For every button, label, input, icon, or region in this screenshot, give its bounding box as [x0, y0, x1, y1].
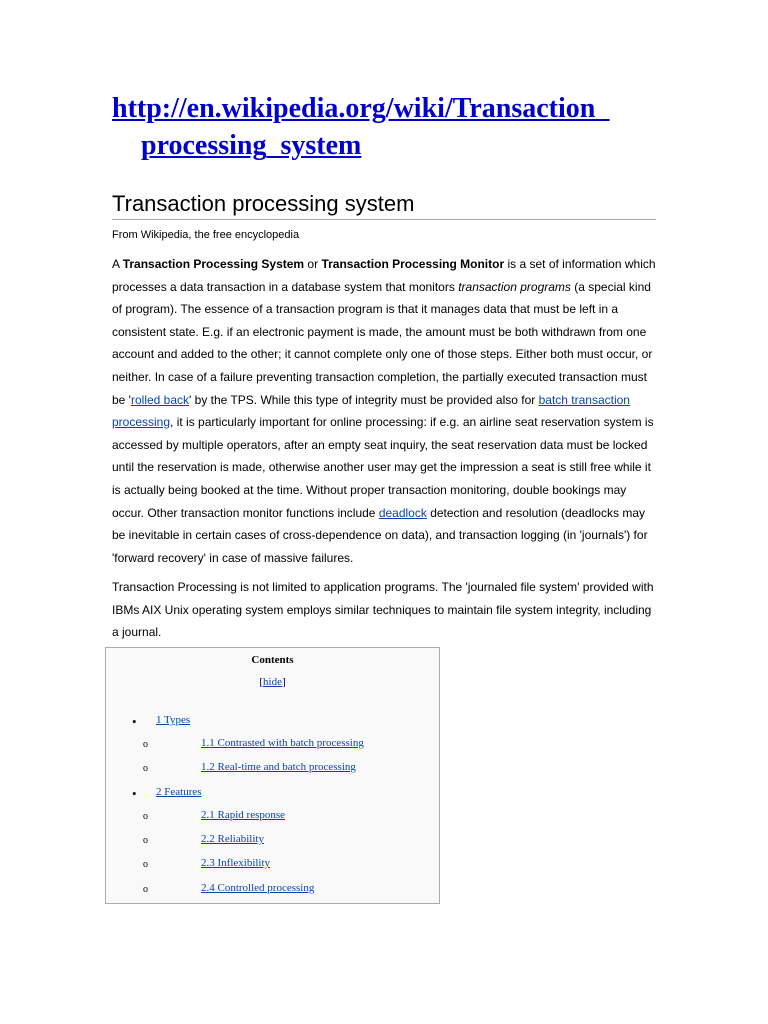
toc-circle-icon: o: [143, 859, 148, 870]
toc-link[interactable]: 1.2 Real-time and batch processing: [201, 761, 356, 773]
toc-circle-icon: o: [143, 811, 148, 822]
toc-link[interactable]: 2.4 Controlled processing: [201, 882, 315, 894]
toc-hide-control: [106, 676, 439, 688]
p1-text-3: is a set of information which processes a data transaction in a database system that monitors: [112, 257, 656, 294]
toc-item-2-features: [156, 786, 202, 798]
article-tagline: From Wikipedia, the free encyclopedia: [112, 229, 300, 241]
p1-text-2: or: [304, 257, 322, 271]
rolled-back-link[interactable]: rolled back: [130, 392, 190, 407]
table-of-contents: [105, 647, 440, 904]
toc-link[interactable]: 2.2 Reliability: [201, 833, 264, 845]
toc-title: Contents: [251, 654, 294, 666]
toc-item-1-2: [201, 761, 356, 773]
toc-circle-icon: o: [143, 739, 148, 750]
toc-circle-icon: o: [143, 884, 148, 895]
p1-text-1: A: [112, 257, 123, 271]
article-title: Transaction processing system: [112, 190, 656, 220]
term-transaction-programs: transaction programs: [458, 279, 571, 294]
term-tpm: Transaction Processing Monitor: [321, 257, 505, 271]
p1-text-6: , it is particularly important for online processing: if e.g. an airline seat reservation system is accessed by multiple operators, after an empty seat inquiry, the seat reservation data must be locked until the reservation is made, otherwise another user may get the impression a seat is still free while it is actually being booked at the time. Without proper transaction monitoring, double bookings may occur. Other transaction monitor functions include: [112, 415, 654, 520]
toc-link[interactable]: 1 Types: [156, 714, 191, 726]
toc-link[interactable]: 2.3 Inflexibility: [201, 857, 271, 869]
p1-text-4: (a special kind of program). The essence of a transaction program is that it manages data that must be left in a consistent state. E.g. if an electronic payment is made, the amount must be both withdrawn from one account and added to the other; it cannot complete only one of those steps. Either both must occur, or neither. In case of a failure preventing transaction completion, the partially executed transaction must be ': [112, 279, 653, 407]
second-paragraph: Transaction Processing is not limited to application programs. The 'journaled file system' provided with IBMs AIX Unix operating system employs similar techniques to maintain file system integrity, including a journal.: [112, 580, 654, 640]
deadlock-link[interactable]: deadlock: [378, 505, 427, 520]
term-tps: Transaction Processing System: [122, 257, 305, 271]
toc-hide-close-bracket: ]: [281, 676, 286, 688]
url-line-1: http://en.wikipedia.org/wiki/Transaction_: [112, 93, 610, 124]
url-heading: [112, 90, 672, 164]
toc-bullet-icon: •: [132, 786, 137, 801]
toc-link[interactable]: 1.1 Contrasted with batch processing: [201, 737, 364, 749]
toc-item-2-1: [201, 809, 285, 821]
toc-circle-icon: o: [143, 835, 148, 846]
toc-link[interactable]: 2 Features: [156, 786, 202, 798]
toc-circle-icon: o: [143, 763, 148, 774]
toc-link[interactable]: 2.1 Rapid response: [201, 809, 286, 821]
toc-hide-link[interactable]: hide: [263, 676, 282, 688]
source-url-link[interactable]: [112, 93, 672, 164]
toc-item-2-3: [201, 857, 270, 869]
p1-text-5: ' by the TPS. While this type of integrity must be provided also for: [189, 392, 539, 407]
batch-transaction-processing-link[interactable]: batch transaction processing: [112, 392, 630, 430]
url-line-2: processing_system: [141, 130, 362, 161]
toc-hide-open-bracket: [: [259, 676, 264, 688]
intro-paragraph: [112, 253, 660, 569]
toc-item-2-4: [201, 882, 314, 894]
p1-text-7: detection and resolution (deadlocks may be inevitable in certain cases of cross-dependence on data), and transaction logging (in 'journals') for 'forward recovery' in case of massive failures.: [112, 505, 648, 565]
toc-item-2-2: [201, 833, 264, 845]
toc-bullet-icon: •: [132, 714, 137, 729]
toc-item-1-types: [156, 714, 190, 726]
toc-item-1-1: [201, 737, 364, 749]
